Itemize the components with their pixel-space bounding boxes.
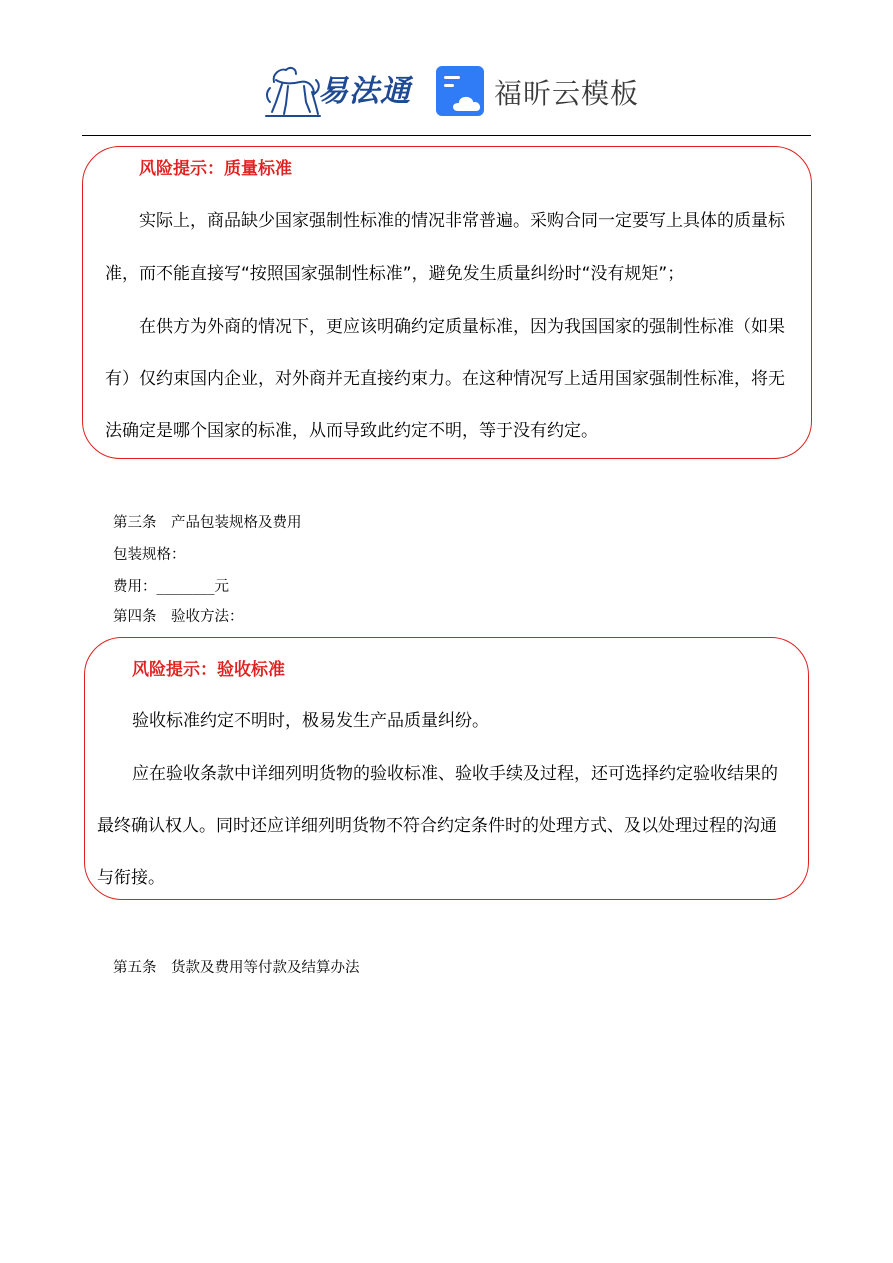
qilin-horse-icon	[262, 62, 322, 120]
risk-tip-line: 实际上，商品缺少国家强制性标准的情况非常普遍。采购合同一定要写上具体的质量标	[139, 211, 785, 231]
article-4-heading: 第四条 验收方法：	[113, 609, 244, 625]
page-header	[0, 0, 893, 136]
risk-tip-line: 验收标准约定不明时，极易发生产品质量纠纷。	[132, 711, 489, 731]
risk-tip-title-acceptance: 风险提示：验收标准	[132, 660, 285, 680]
risk-tip-title-quality: 风险提示：质量标准	[139, 159, 292, 179]
cloud-document-icon	[436, 66, 488, 118]
header-divider	[82, 135, 811, 136]
foxit-template-logo-text: 福昕云模板	[494, 77, 640, 110]
article-5-heading: 第五条 货款及费用等付款及结算办法	[113, 960, 360, 976]
risk-tip-line: 准，而不能直接写“按照国家强制性标准”，避免发生质量纠纷时“没有规矩”；	[105, 264, 685, 284]
risk-tip-line: 有）仅约束国内企业，对外商并无直接约束力。在这种情况写上适用国家强制性标准，将无	[105, 369, 785, 389]
risk-tip-line: 最终确认权人。同时还应详细列明货物不符合约定条件时的处理方式、及以处理过程的沟通	[97, 816, 777, 836]
article-3-heading: 第三条 产品包装规格及费用	[113, 515, 302, 531]
risk-tip-line: 与衔接。	[97, 868, 165, 888]
packaging-spec-label: 包装规格：	[113, 547, 186, 563]
yifatong-logo-text: 易法通	[318, 74, 411, 109]
risk-tip-line: 在供方为外商的情况下，更应该明确约定质量标准，因为我国国家的强制性标准（如果	[139, 317, 785, 337]
risk-tip-line: 法确定是哪个国家的标准，从而导致此约定不明，等于没有约定。	[105, 421, 598, 441]
risk-tip-line: 应在验收条款中详细列明货物的验收标准、验收手续及过程，还可选择约定验收结果的	[132, 764, 778, 784]
fee-field: 费用：________元	[113, 579, 229, 595]
risk-tip-box-quality	[82, 146, 812, 459]
